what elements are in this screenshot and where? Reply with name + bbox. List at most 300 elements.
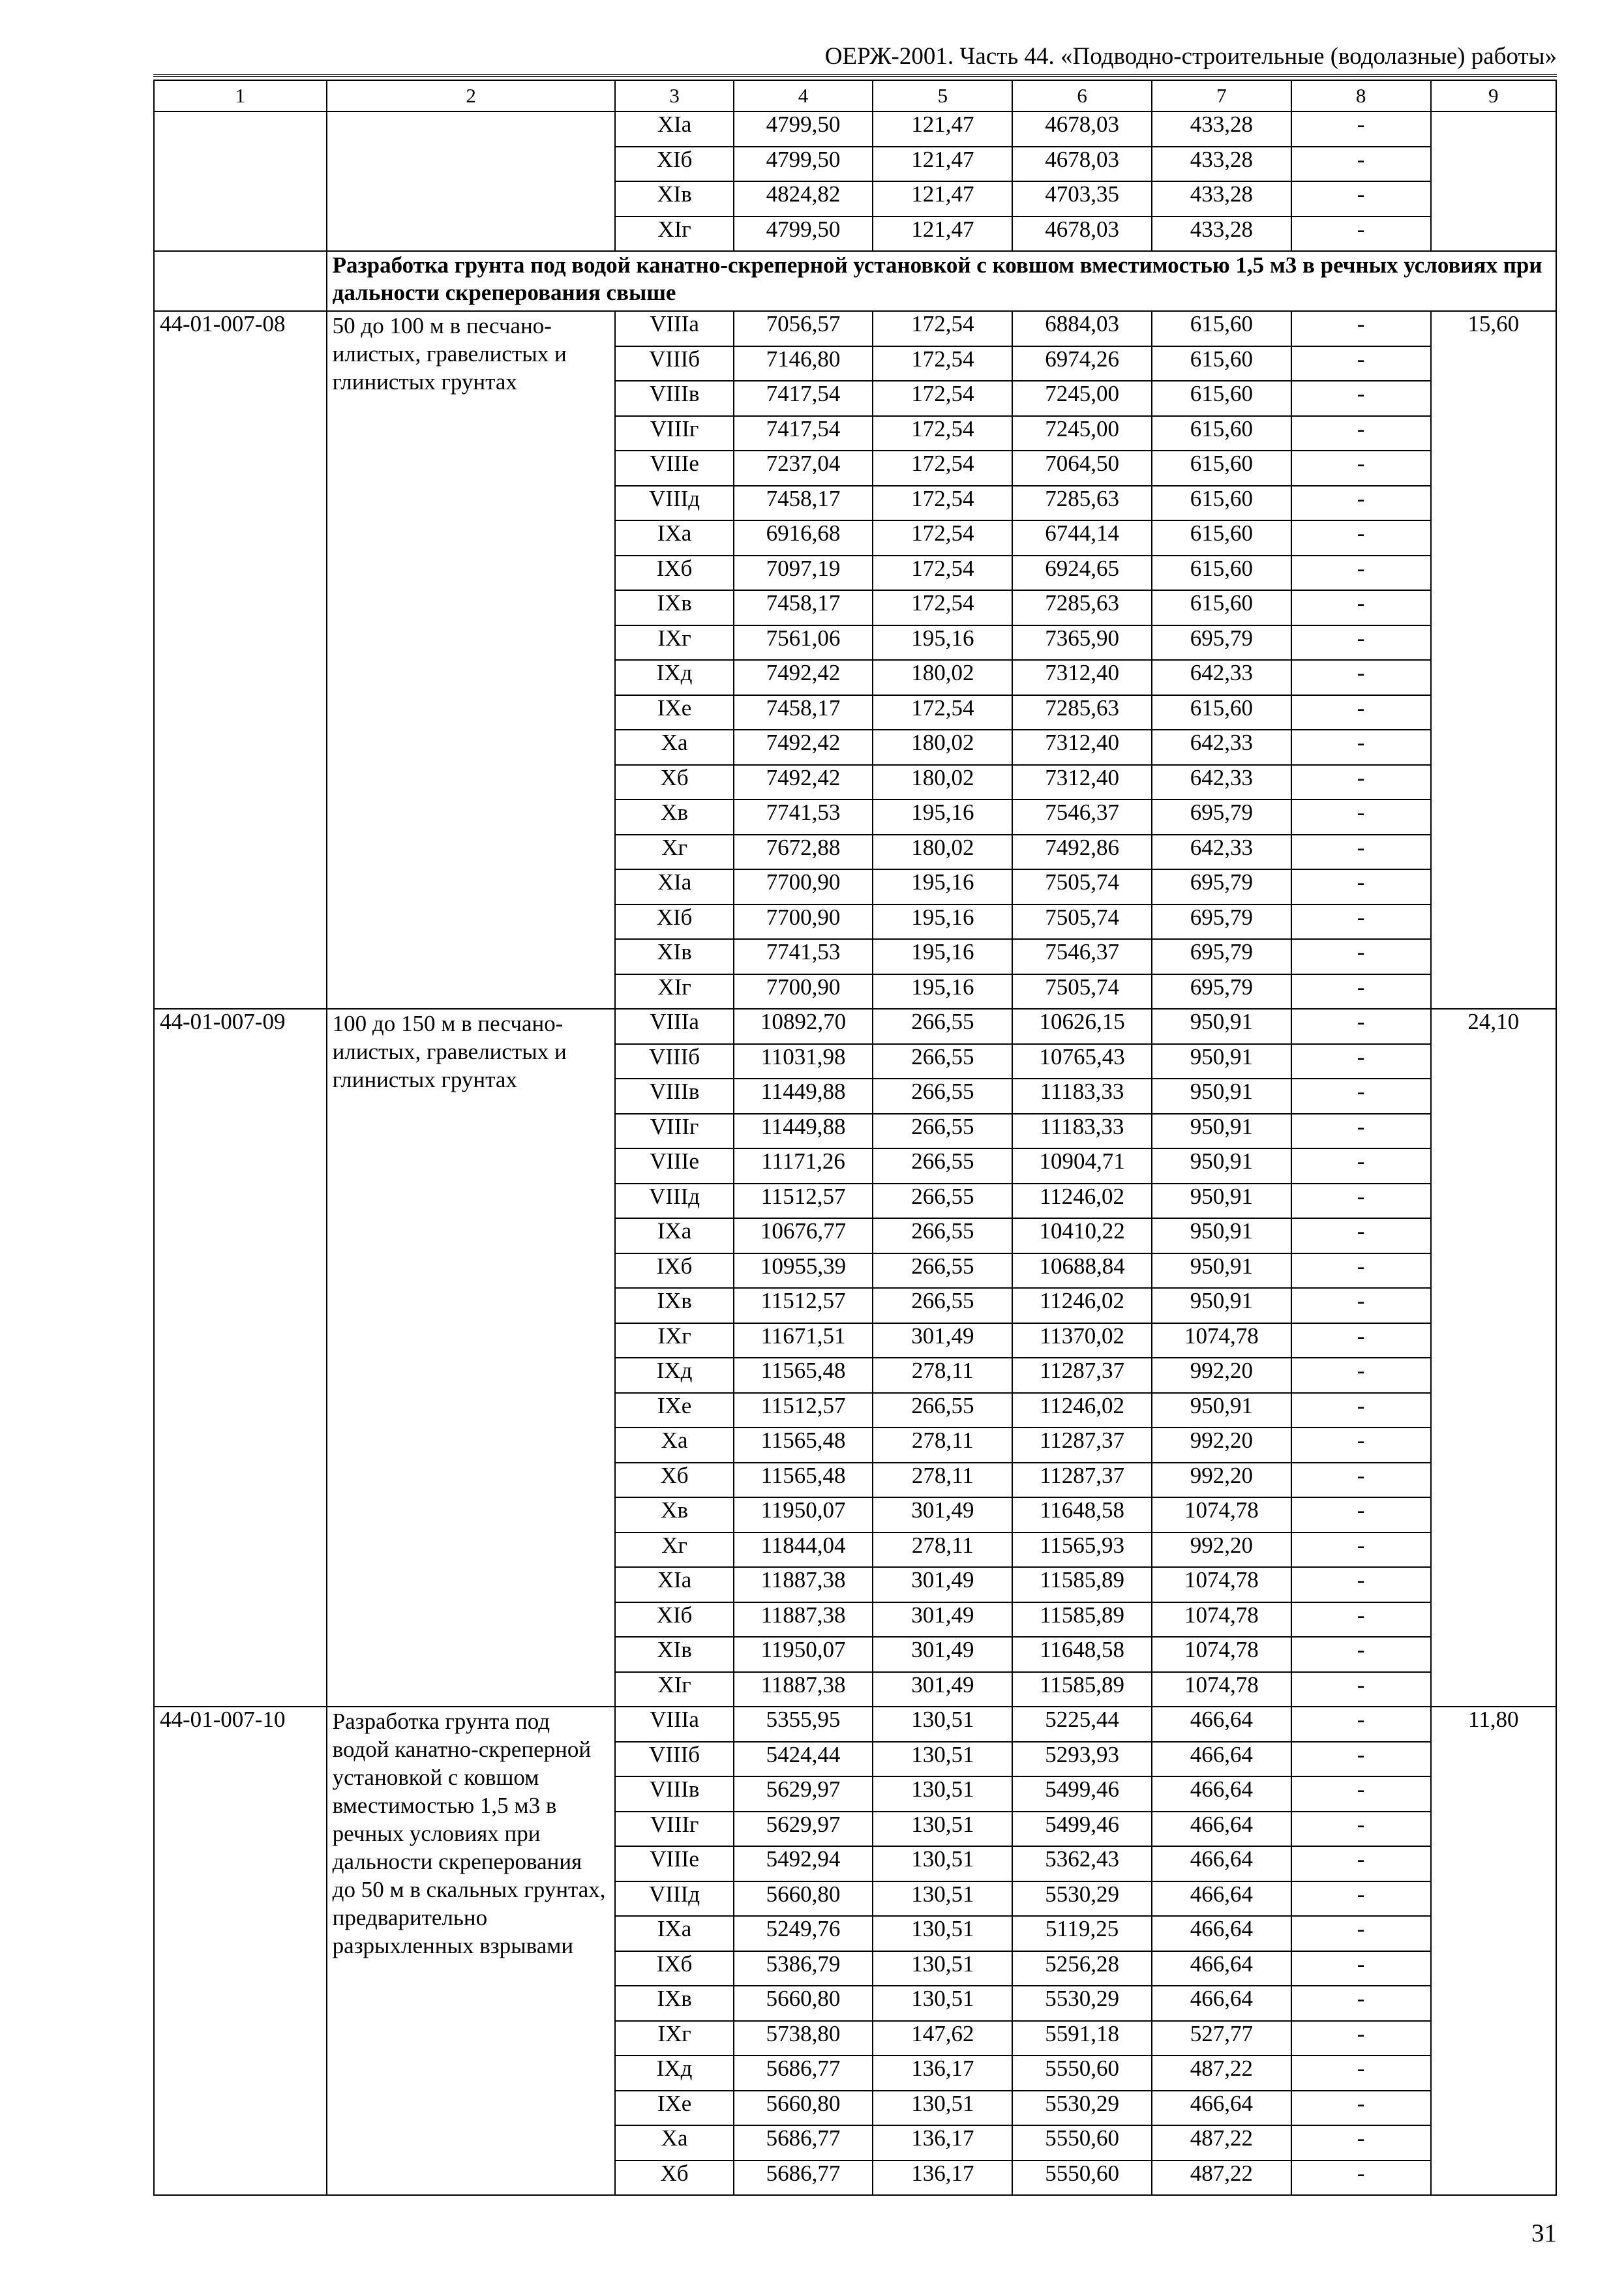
total-cost: 7237,04	[734, 451, 873, 486]
wages-cost: 130,51	[873, 1951, 1012, 1986]
machine-cost: 7546,37	[1012, 939, 1152, 974]
rock-category: IXд	[615, 2056, 733, 2091]
rock-category: Xг	[615, 835, 733, 870]
machinist-wages: 695,79	[1152, 625, 1291, 661]
rock-category: VIIIд	[615, 486, 733, 521]
wages-cost: 266,55	[873, 1148, 1012, 1184]
column-number: 1	[154, 80, 327, 112]
machine-cost: 4703,35	[1012, 181, 1152, 217]
materials-cost: -	[1291, 1184, 1431, 1219]
machinist-wages: 466,64	[1152, 1742, 1291, 1777]
norms-table-body	[154, 80, 1556, 2195]
total-cost: 10676,77	[734, 1218, 873, 1253]
machinist-wages: 695,79	[1152, 869, 1291, 905]
wages-cost: 130,51	[873, 1881, 1012, 1917]
total-cost: 7417,54	[734, 381, 873, 416]
wages-cost: 195,16	[873, 800, 1012, 835]
description-cell-empty	[327, 112, 616, 251]
wages-cost: 180,02	[873, 660, 1012, 695]
total-cost: 4799,50	[734, 112, 873, 147]
wages-cost: 121,47	[873, 112, 1012, 147]
machinist-wages: 695,79	[1152, 800, 1291, 835]
machine-cost: 5256,28	[1012, 1951, 1152, 1986]
machine-cost: 11585,89	[1012, 1567, 1152, 1602]
machine-cost: 7505,74	[1012, 905, 1152, 940]
materials-cost: -	[1291, 1602, 1431, 1638]
machinist-wages: 615,60	[1152, 556, 1291, 591]
machinist-wages: 1074,78	[1152, 1323, 1291, 1358]
wages-cost: 130,51	[873, 1846, 1012, 1881]
total-cost: 7672,88	[734, 835, 873, 870]
machine-cost: 11585,89	[1012, 1672, 1152, 1707]
machinist-wages: 466,64	[1152, 2091, 1291, 2126]
rock-category: XIа	[615, 869, 733, 905]
machine-cost: 6884,03	[1012, 311, 1152, 346]
rock-category: Xг	[615, 1533, 733, 1568]
labor-hours: 11,80	[1431, 1707, 1557, 2195]
rock-category: VIIIд	[615, 1881, 733, 1917]
machine-cost: 7245,00	[1012, 416, 1152, 451]
total-cost: 7700,90	[734, 905, 873, 940]
machine-cost: 7505,74	[1012, 974, 1152, 1010]
norm-description: Разработка грунта под водой канатно-скреперной установкой с ковшом вместимостью 1,5 м3 в речных условиях при дальности скреперования до 50 м в скальных грунтах, предварительно разрыхленных взрывами	[327, 1707, 616, 2195]
table-row	[154, 112, 1556, 147]
machinist-wages: 615,60	[1152, 381, 1291, 416]
materials-cost: -	[1291, 1463, 1431, 1498]
wages-cost: 301,49	[873, 1672, 1012, 1707]
machine-cost: 11585,89	[1012, 1602, 1152, 1638]
machine-cost: 11287,37	[1012, 1428, 1152, 1463]
materials-cost: -	[1291, 181, 1431, 217]
document-title: ОЕРЖ-2001. Часть 44. «Подводно-строительные (водолазные) работы»	[824, 43, 1557, 70]
wages-cost: 266,55	[873, 1288, 1012, 1323]
machinist-wages: 1074,78	[1152, 1497, 1291, 1533]
rock-category: XIб	[615, 1602, 733, 1638]
total-cost: 7458,17	[734, 695, 873, 730]
rock-category: IXг	[615, 2021, 733, 2056]
rock-category: IXв	[615, 590, 733, 625]
machinist-wages: 950,91	[1152, 1009, 1291, 1044]
machinist-wages: 615,60	[1152, 695, 1291, 730]
materials-cost: -	[1291, 1846, 1431, 1881]
norm-code: 44-01-007-10	[154, 1707, 327, 2195]
machinist-wages: 466,64	[1152, 1986, 1291, 2021]
machinist-wages: 433,28	[1152, 181, 1291, 217]
machine-cost: 11287,37	[1012, 1358, 1152, 1393]
total-cost: 11449,88	[734, 1079, 873, 1114]
machine-cost: 11183,33	[1012, 1114, 1152, 1149]
wages-cost: 172,54	[873, 556, 1012, 591]
wages-cost: 195,16	[873, 939, 1012, 974]
materials-cost: -	[1291, 625, 1431, 661]
column-number: 8	[1291, 80, 1431, 112]
total-cost: 10892,70	[734, 1009, 873, 1044]
rock-category: IXв	[615, 1986, 733, 2021]
machinist-wages: 615,60	[1152, 486, 1291, 521]
machine-cost: 11183,33	[1012, 1079, 1152, 1114]
machinist-wages: 615,60	[1152, 416, 1291, 451]
column-number-row	[154, 80, 1556, 112]
machinist-wages: 950,91	[1152, 1184, 1291, 1219]
rock-category: Xа	[615, 730, 733, 765]
total-cost: 11512,57	[734, 1393, 873, 1428]
wages-cost: 301,49	[873, 1323, 1012, 1358]
materials-cost: -	[1291, 1323, 1431, 1358]
rock-category: Xб	[615, 1463, 733, 1498]
materials-cost: -	[1291, 905, 1431, 940]
total-cost: 4799,50	[734, 217, 873, 252]
total-cost: 11887,38	[734, 1567, 873, 1602]
machine-cost: 5499,46	[1012, 1812, 1152, 1847]
total-cost: 7561,06	[734, 625, 873, 661]
machinist-wages: 992,20	[1152, 1463, 1291, 1498]
rock-category: IXд	[615, 1358, 733, 1393]
wages-cost: 130,51	[873, 1812, 1012, 1847]
total-cost: 11887,38	[734, 1602, 873, 1638]
machinist-wages: 695,79	[1152, 939, 1291, 974]
materials-cost: -	[1291, 765, 1431, 800]
total-cost: 5660,80	[734, 2091, 873, 2126]
materials-cost: -	[1291, 1253, 1431, 1289]
wages-cost: 301,49	[873, 1497, 1012, 1533]
column-number: 3	[615, 80, 733, 112]
machine-cost: 11565,93	[1012, 1533, 1152, 1568]
materials-cost: -	[1291, 1218, 1431, 1253]
machine-cost: 5550,60	[1012, 2056, 1152, 2091]
rock-category: IXб	[615, 1951, 733, 1986]
machinist-wages: 487,22	[1152, 2125, 1291, 2161]
rock-category: Xб	[615, 765, 733, 800]
total-cost: 11512,57	[734, 1288, 873, 1323]
materials-cost: -	[1291, 974, 1431, 1010]
total-cost: 7741,53	[734, 939, 873, 974]
wages-cost: 136,17	[873, 2056, 1012, 2091]
total-cost: 7700,90	[734, 974, 873, 1010]
machinist-wages: 1074,78	[1152, 1637, 1291, 1672]
norm-code: 44-01-007-09	[154, 1009, 327, 1707]
materials-cost: -	[1291, 1916, 1431, 1951]
total-cost: 7741,53	[734, 800, 873, 835]
materials-cost: -	[1291, 1881, 1431, 1917]
machinist-wages: 433,28	[1152, 217, 1291, 252]
materials-cost: -	[1291, 2161, 1431, 2196]
rock-category: XIв	[615, 939, 733, 974]
machine-cost: 4678,03	[1012, 112, 1152, 147]
rock-category: Xа	[615, 1428, 733, 1463]
total-cost: 11887,38	[734, 1672, 873, 1707]
materials-cost: -	[1291, 1079, 1431, 1114]
wages-cost: 278,11	[873, 1463, 1012, 1498]
total-cost: 5660,80	[734, 1986, 873, 2021]
machine-cost: 5530,29	[1012, 1986, 1152, 2021]
rock-category: VIIIе	[615, 451, 733, 486]
materials-cost: -	[1291, 1533, 1431, 1568]
norms-table	[153, 80, 1557, 2196]
machinist-wages: 695,79	[1152, 974, 1291, 1010]
column-number: 2	[327, 80, 616, 112]
rock-category: Xв	[615, 1497, 733, 1533]
materials-cost: -	[1291, 1497, 1431, 1533]
materials-cost: -	[1291, 1776, 1431, 1812]
labor-hours: 15,60	[1431, 311, 1557, 1009]
machine-cost: 6974,26	[1012, 346, 1152, 382]
column-number: 6	[1012, 80, 1152, 112]
machinist-wages: 615,60	[1152, 346, 1291, 382]
machinist-wages: 466,64	[1152, 1776, 1291, 1812]
total-cost: 4799,50	[734, 147, 873, 182]
total-cost: 7458,17	[734, 590, 873, 625]
wages-cost: 172,54	[873, 486, 1012, 521]
machine-cost: 10688,84	[1012, 1253, 1152, 1289]
materials-cost: -	[1291, 1742, 1431, 1777]
machine-cost: 6924,65	[1012, 556, 1152, 591]
machine-cost: 7245,00	[1012, 381, 1152, 416]
machine-cost: 7312,40	[1012, 730, 1152, 765]
materials-cost: -	[1291, 1428, 1431, 1463]
materials-cost: -	[1291, 556, 1431, 591]
rock-category: IXв	[615, 1288, 733, 1323]
rock-category: Xб	[615, 2161, 733, 2196]
machine-cost: 7312,40	[1012, 765, 1152, 800]
total-cost: 5492,94	[734, 1846, 873, 1881]
machinist-wages: 615,60	[1152, 451, 1291, 486]
column-number: 5	[873, 80, 1012, 112]
wages-cost: 278,11	[873, 1428, 1012, 1463]
rock-category: XIг	[615, 1672, 733, 1707]
rock-category: IXб	[615, 556, 733, 591]
total-cost: 7492,42	[734, 660, 873, 695]
norm-description: 50 до 100 м в песчано-илистых, гравелистых и глинистых грунтах	[327, 311, 616, 1009]
wages-cost: 130,51	[873, 1916, 1012, 1951]
machinist-wages: 487,22	[1152, 2056, 1291, 2091]
total-cost: 11565,48	[734, 1428, 873, 1463]
machinist-wages: 992,20	[1152, 1358, 1291, 1393]
rock-category: VIIIа	[615, 1707, 733, 1742]
total-cost: 11844,04	[734, 1533, 873, 1568]
materials-cost: -	[1291, 217, 1431, 252]
rock-category: Xв	[615, 800, 733, 835]
machine-cost: 5293,93	[1012, 1742, 1152, 1777]
materials-cost: -	[1291, 1567, 1431, 1602]
machinist-wages: 992,20	[1152, 1533, 1291, 1568]
rock-category: VIIIв	[615, 381, 733, 416]
materials-cost: -	[1291, 1358, 1431, 1393]
materials-cost: -	[1291, 800, 1431, 835]
rock-category: XIа	[615, 112, 733, 147]
materials-cost: -	[1291, 2125, 1431, 2161]
total-cost: 7492,42	[734, 730, 873, 765]
wages-cost: 121,47	[873, 181, 1012, 217]
wages-cost: 266,55	[873, 1184, 1012, 1219]
machinist-wages: 527,77	[1152, 2021, 1291, 2056]
rock-category: VIIIг	[615, 1114, 733, 1149]
rock-category: IXд	[615, 660, 733, 695]
materials-cost: -	[1291, 1148, 1431, 1184]
total-cost: 7492,42	[734, 765, 873, 800]
materials-cost: -	[1291, 1812, 1431, 1847]
materials-cost: -	[1291, 520, 1431, 556]
machine-cost: 10410,22	[1012, 1218, 1152, 1253]
rock-category: VIIIе	[615, 1148, 733, 1184]
materials-cost: -	[1291, 1393, 1431, 1428]
total-cost: 5424,44	[734, 1742, 873, 1777]
machine-cost: 5550,60	[1012, 2125, 1152, 2161]
machinist-wages: 1074,78	[1152, 1567, 1291, 1602]
page-header	[153, 39, 1557, 77]
machine-cost: 5499,46	[1012, 1776, 1152, 1812]
machinist-wages: 950,91	[1152, 1218, 1291, 1253]
total-cost: 11671,51	[734, 1323, 873, 1358]
materials-cost: -	[1291, 939, 1431, 974]
machinist-wages: 950,91	[1152, 1253, 1291, 1289]
machine-cost: 7312,40	[1012, 660, 1152, 695]
machinist-wages: 433,28	[1152, 112, 1291, 147]
total-cost: 5386,79	[734, 1951, 873, 1986]
rock-category: VIIIб	[615, 346, 733, 382]
rock-category: XIа	[615, 1567, 733, 1602]
machinist-wages: 992,20	[1152, 1428, 1291, 1463]
rock-category: VIIIд	[615, 1184, 733, 1219]
materials-cost: -	[1291, 660, 1431, 695]
rock-category: VIIIб	[615, 1044, 733, 1079]
wages-cost: 180,02	[873, 765, 1012, 800]
total-cost: 7056,57	[734, 311, 873, 346]
machinist-wages: 466,64	[1152, 1916, 1291, 1951]
wages-cost: 172,54	[873, 590, 1012, 625]
wages-cost: 172,54	[873, 695, 1012, 730]
materials-cost: -	[1291, 381, 1431, 416]
wages-cost: 172,54	[873, 416, 1012, 451]
machinist-wages: 642,33	[1152, 660, 1291, 695]
total-cost: 11171,26	[734, 1148, 873, 1184]
machinist-wages: 615,60	[1152, 590, 1291, 625]
rock-category: XIв	[615, 1637, 733, 1672]
materials-cost: -	[1291, 311, 1431, 346]
machine-cost: 11648,58	[1012, 1637, 1152, 1672]
wages-cost: 266,55	[873, 1044, 1012, 1079]
rock-category: XIг	[615, 217, 733, 252]
machine-cost: 11246,02	[1012, 1184, 1152, 1219]
machinist-wages: 1074,78	[1152, 1602, 1291, 1638]
materials-cost: -	[1291, 835, 1431, 870]
wages-cost: 130,51	[873, 1742, 1012, 1777]
rock-category: IXб	[615, 1253, 733, 1289]
wages-cost: 121,47	[873, 217, 1012, 252]
wages-cost: 195,16	[873, 625, 1012, 661]
page-number: 31	[1531, 2219, 1557, 2247]
materials-cost: -	[1291, 346, 1431, 382]
rock-category: XIв	[615, 181, 733, 217]
machinist-wages: 950,91	[1152, 1114, 1291, 1149]
table-row	[154, 311, 1556, 346]
materials-cost: -	[1291, 1009, 1431, 1044]
machinist-wages: 642,33	[1152, 765, 1291, 800]
wages-cost: 195,16	[873, 974, 1012, 1010]
rock-category: XIб	[615, 147, 733, 182]
rock-category: IXг	[615, 625, 733, 661]
wages-cost: 278,11	[873, 1533, 1012, 1568]
wages-cost: 266,55	[873, 1079, 1012, 1114]
machinist-wages: 1074,78	[1152, 1672, 1291, 1707]
materials-cost: -	[1291, 416, 1431, 451]
total-cost: 11950,07	[734, 1637, 873, 1672]
wages-cost: 172,54	[873, 311, 1012, 346]
wages-cost: 266,55	[873, 1393, 1012, 1428]
total-cost: 7097,19	[734, 556, 873, 591]
total-cost: 5738,80	[734, 2021, 873, 2056]
rock-category: VIIIг	[615, 416, 733, 451]
section-heading: Разработка грунта под водой канатно-скреперной установкой с ковшом вместимостью 1,5 м3 в речных условиях при дальности скреперования свыше	[327, 251, 1556, 311]
rock-category: VIIIг	[615, 1812, 733, 1847]
total-cost: 11950,07	[734, 1497, 873, 1533]
wages-cost: 301,49	[873, 1637, 1012, 1672]
machine-cost: 11287,37	[1012, 1463, 1152, 1498]
wages-cost: 195,16	[873, 905, 1012, 940]
column-number: 9	[1431, 80, 1557, 112]
rock-category: VIIIа	[615, 1009, 733, 1044]
machine-cost: 7285,63	[1012, 486, 1152, 521]
materials-cost: -	[1291, 112, 1431, 147]
total-cost: 5686,77	[734, 2056, 873, 2091]
wages-cost: 130,51	[873, 2091, 1012, 2126]
machinist-wages: 466,64	[1152, 1812, 1291, 1847]
machine-cost: 5362,43	[1012, 1846, 1152, 1881]
norm-code: 44-01-007-08	[154, 311, 327, 1009]
machinist-wages: 466,64	[1152, 1951, 1291, 1986]
materials-cost: -	[1291, 1672, 1431, 1707]
total-cost: 5629,97	[734, 1812, 873, 1847]
machinist-wages: 642,33	[1152, 835, 1291, 870]
rock-category: VIIIе	[615, 1846, 733, 1881]
machine-cost: 7546,37	[1012, 800, 1152, 835]
machinist-wages: 950,91	[1152, 1288, 1291, 1323]
table-row	[154, 1009, 1556, 1044]
rock-category: IXа	[615, 520, 733, 556]
total-cost: 11565,48	[734, 1358, 873, 1393]
machine-cost: 11370,02	[1012, 1323, 1152, 1358]
total-cost: 5660,80	[734, 1881, 873, 1917]
machine-cost: 6744,14	[1012, 520, 1152, 556]
machine-cost: 7064,50	[1012, 451, 1152, 486]
machinist-wages: 615,60	[1152, 520, 1291, 556]
labor-hours: 24,10	[1431, 1009, 1557, 1707]
total-cost: 11565,48	[734, 1463, 873, 1498]
wages-cost: 278,11	[873, 1358, 1012, 1393]
wages-cost: 172,54	[873, 451, 1012, 486]
wages-cost: 172,54	[873, 346, 1012, 382]
machinist-wages: 433,28	[1152, 147, 1291, 182]
total-cost: 7458,17	[734, 486, 873, 521]
total-cost: 7146,80	[734, 346, 873, 382]
rock-category: IXа	[615, 1916, 733, 1951]
machinist-wages: 695,79	[1152, 905, 1291, 940]
code-cell-empty	[154, 112, 327, 251]
materials-cost: -	[1291, 1288, 1431, 1323]
wages-cost: 136,17	[873, 2161, 1012, 2196]
table-row	[154, 1707, 1556, 1742]
machinist-wages: 466,64	[1152, 1707, 1291, 1742]
machine-cost: 10626,15	[1012, 1009, 1152, 1044]
materials-cost: -	[1291, 590, 1431, 625]
rock-category: Xа	[615, 2125, 733, 2161]
machine-cost: 7285,63	[1012, 590, 1152, 625]
machine-cost: 7285,63	[1012, 695, 1152, 730]
column-number: 7	[1152, 80, 1291, 112]
rock-category: XIг	[615, 974, 733, 1010]
wages-cost: 266,55	[873, 1009, 1012, 1044]
total-cost: 4824,82	[734, 181, 873, 217]
machinist-wages: 950,91	[1152, 1044, 1291, 1079]
